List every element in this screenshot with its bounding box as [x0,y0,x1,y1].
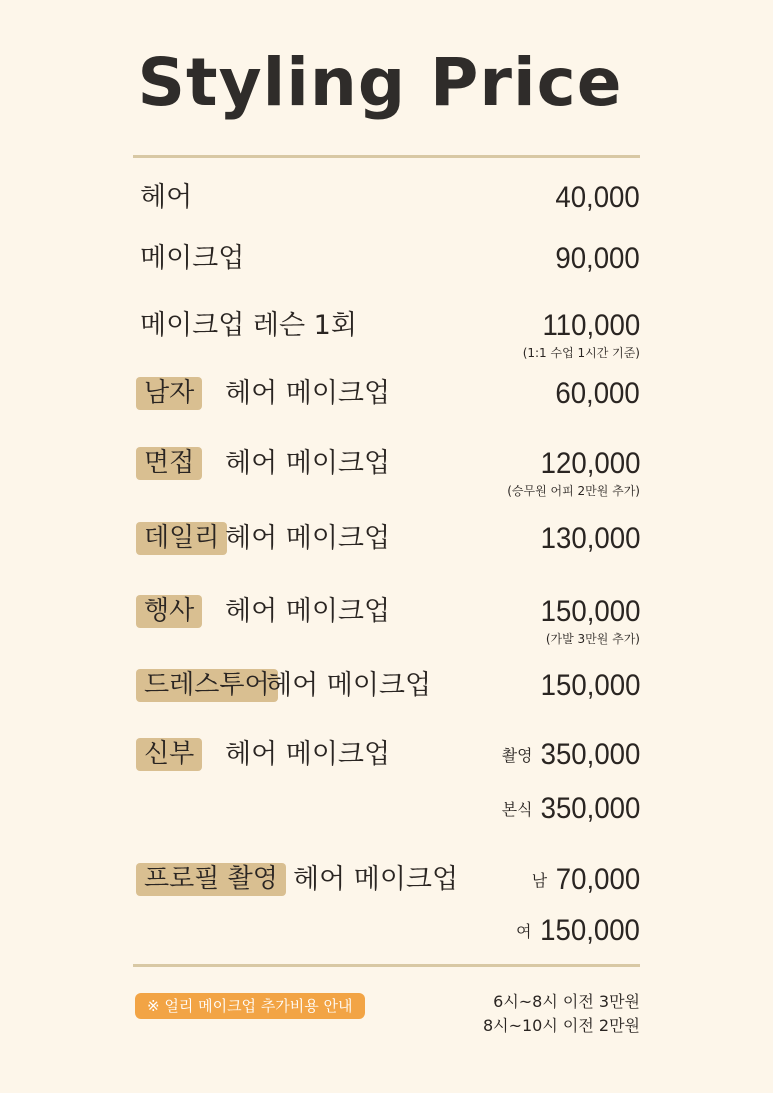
item-price: 40,000 [555,181,640,214]
price-row-daily [0,519,773,559]
price-value: 350,000 [540,738,640,771]
item-price: 130,000 [540,522,640,555]
service-label: 헤어 메이크업 [225,378,391,409]
category-tag: 데일리 [136,522,227,555]
price-row-bride [0,735,773,775]
price-row-hair [0,178,773,218]
price-row-dress-tour [0,666,773,706]
early-line: 8시~10시 이전 2만원 [482,1016,640,1035]
price-row-interview [0,444,773,498]
price-value: 70,000 [555,863,640,896]
price-row-makeup-lesson [0,306,773,360]
item-price: 150,000 [540,669,640,702]
item-label: 메이크업 레슨 1회 [140,310,357,341]
service-label: 헤어 메이크업 [225,596,391,627]
price-row-bride-ceremony [0,789,773,829]
service-label: 헤어 메이크업 [225,523,391,554]
service-label: 헤어 메이크업 [225,739,391,770]
item-note: (승무원 어피 2만원 추가) [507,484,640,498]
price-row-men [0,374,773,414]
early-makeup-badge: ※ 얼리 메이크업 추가비용 안내 [135,993,365,1019]
item-label: 메이크업 [140,243,245,274]
category-tag: 프로필 촬영 [136,863,286,896]
price-prefix: 남 [531,871,547,891]
item-price-female [517,911,640,952]
price-prefix: 본식 [501,800,533,820]
early-makeup-info [483,990,640,1038]
early-line: 6시~8시 이전 3만원 [493,992,640,1011]
service-label: 헤어 메이크업 [293,864,459,895]
item-price: 60,000 [555,377,640,410]
price-value: 350,000 [540,792,640,825]
item-note: (가발 3만원 추가) [545,632,640,646]
price-prefix: 여 [516,922,532,942]
item-price: 150,000 [540,595,640,628]
page-title: Styling Price [137,44,623,121]
item-price-ceremony [503,789,640,830]
price-row-event [0,592,773,646]
category-tag: 신부 [136,738,202,771]
service-label: 헤어 메이크업 [266,670,432,701]
top-divider [133,155,640,158]
price-row-profile-female [0,911,773,951]
price-value: 150,000 [540,914,640,947]
category-tag: 남자 [136,377,202,410]
bottom-divider [133,964,640,967]
item-label: 헤어 [140,182,193,213]
category-tag: 면접 [136,447,202,480]
category-tag: 행사 [136,595,202,628]
item-price-photo [503,735,640,776]
item-price: 120,000 [540,447,640,480]
item-price: 90,000 [555,242,640,275]
service-label: 헤어 메이크업 [225,448,391,479]
price-row-makeup [0,239,773,279]
item-price-male [532,860,640,901]
item-price: 110,000 [542,309,640,342]
category-tag: 드레스투어 [136,669,278,702]
price-prefix: 촬영 [501,746,533,766]
item-note: (1:1 수업 1시간 기준) [522,346,640,360]
price-row-profile [0,860,773,900]
